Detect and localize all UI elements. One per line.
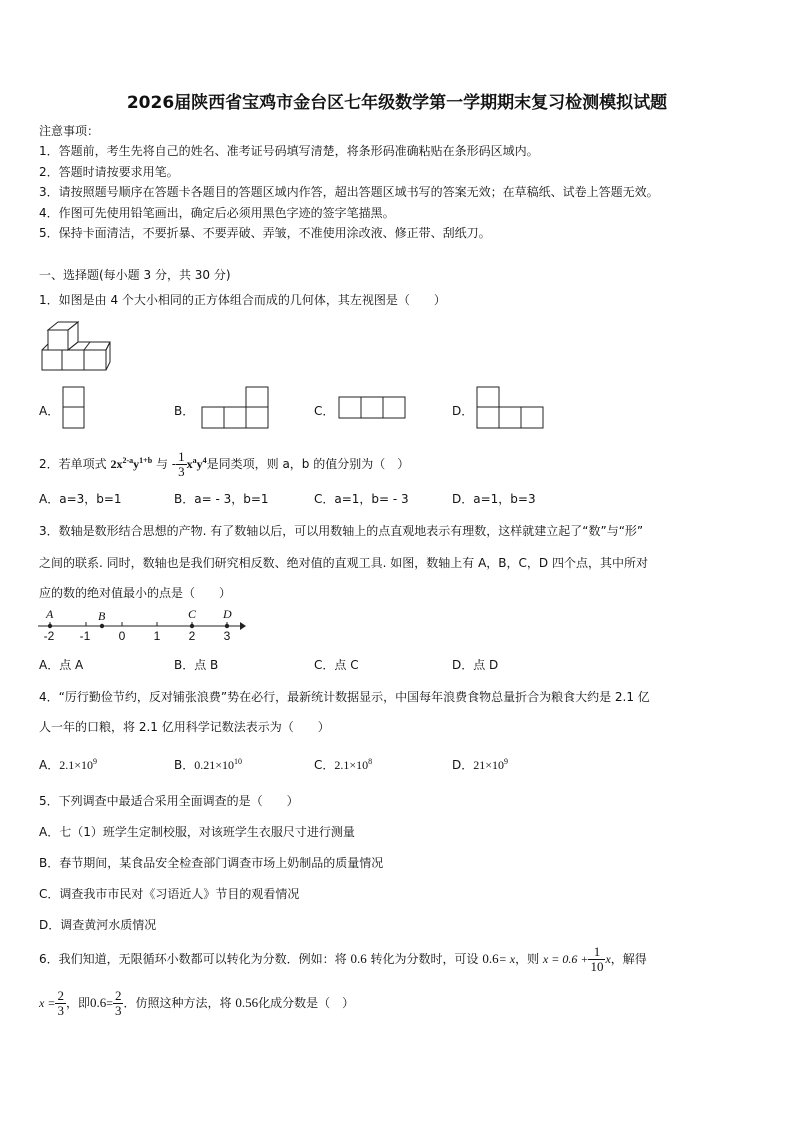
q2-stem — [39, 448, 409, 479]
point-b-label: B — [98, 609, 106, 623]
tick-label: -2 — [43, 629, 55, 643]
q2-tail: 是同类项，则 a，b 的值分别为（ ） — [206, 457, 410, 471]
q3-option-c: C．点 C — [314, 658, 359, 672]
tick-label: 0 — [118, 629, 126, 643]
page-title: 2026届陕西省宝鸡市金台区七年级数学第一学期期末复习检测模拟试题 — [126, 93, 668, 113]
q1-option-b-label: B． — [174, 404, 195, 418]
q5-option-d: D．调查黄河水质情况 — [39, 918, 157, 932]
point-c-label: C — [188, 607, 197, 621]
q3-option-a: A．点 A — [39, 658, 84, 672]
tick-label: 3 — [223, 629, 231, 643]
q6-repeating-decimal-1c: 0.6 — [89, 995, 107, 1010]
q3-option-b: B．点 B — [174, 658, 219, 672]
q4-option-d: D．$21\times 10^9$ — [452, 757, 509, 772]
q2-option-b: B．a= - 3，b=1 — [174, 492, 269, 506]
notice-item-1: 1．答题前，考生先将自己的姓名、准考证号码填写清楚，将条形码准确粘贴在条形码区域内。 — [39, 144, 539, 158]
q6-repeating-decimal-1: 0.6 — [350, 951, 367, 966]
notice-item-3: 3．请按照题号顺序在答题卡各题目的答题区域内作答，超出答题区域书写的答案无效；在草稿纸、试卷上答题无效。 — [39, 185, 659, 199]
q1-option-b-view — [201, 386, 271, 430]
q6-line-1: 6．我们知道，无限循环小数都可以转化为分数．例如：将 0.6 转化为分数时，可设 0.6= x，则 x = 0.6 + $\frac{1}{10}$ x，解得 — [39, 944, 647, 974]
point-d-label: D — [223, 607, 232, 621]
q5-option-c: C．调查我市市民对《习语近人》节目的观看情况 — [39, 887, 300, 901]
q6-fraction-2-3b: $\frac{2}{3}$ — [114, 988, 122, 1018]
q3-line-2: 之间的联系. 同时，数轴也是我们研究相反数、绝对值的直观工具. 如图，数轴上有 A，B，C，D 四个点，其中所对 — [39, 556, 648, 570]
q5-option-b: B．春节期间，某食品安全检查部门调查市场上奶制品的质量情况 — [39, 856, 384, 870]
q1-solid-figure — [40, 318, 112, 374]
point-a-dot — [48, 624, 52, 628]
q1-option-d-view — [476, 386, 546, 430]
q4-line-2: 人一年的口粮，将 2.1 亿用科学记数法表示为（ ） — [39, 720, 330, 734]
tick-label: 1 — [153, 629, 161, 643]
q2-term1: $2x^{2-a}y^{1+b}$ — [110, 456, 153, 471]
q5-option-a: A．七（1）班学生定制校服，对该班学生衣服尺寸进行测量 — [39, 825, 355, 839]
point-a-label: A — [46, 607, 54, 621]
q1-option-c-label: C． — [314, 404, 335, 418]
q1-option-a-label: A． — [39, 404, 60, 418]
q6-repeating-decimal-1b: 0.6 — [482, 951, 499, 966]
q1-option-a-view — [62, 386, 86, 430]
section-heading: 一、选择题(每小题 3 分，共 30 分) — [39, 268, 231, 282]
q6-line-2: x = $\frac{2}{3}$ ，即0.6= $\frac{2}{3}$ ．仿照这种方法，将 0.56化成分数是（ ） — [39, 988, 355, 1018]
q2-fraction: $\frac{1}{3}$ — [178, 449, 185, 479]
q2-option-c: C．a=1，b= - 3 — [314, 492, 409, 506]
q4-option-b: B．$0.21\times 10^{10}$ — [174, 757, 243, 772]
q1-option-d-label: D． — [452, 404, 474, 418]
point-b-dot — [100, 624, 104, 628]
q6-fraction-1-10: $\frac{1}{10}$ — [590, 944, 604, 974]
point-d-dot — [225, 624, 229, 628]
q3-option-d: D．点 D — [452, 658, 499, 672]
tick-label: -1 — [79, 629, 91, 643]
q3-line-3: 应的数的绝对值最小的点是（ ） — [39, 586, 232, 600]
q1-stem: 1．如图是由 4 个大小相同的正方体组合而成的几何体，其左视图是（ ） — [39, 293, 446, 307]
q3-number-line — [36, 606, 248, 644]
q4-option-c: C．$2.1\times 10^8$ — [314, 757, 373, 772]
notice-item-2: 2．答题时请按要求用笔。 — [39, 165, 179, 179]
q6-fraction-2-3: $\frac{2}{3}$ — [57, 988, 64, 1018]
q4-line-1: 4．“厉行勤俭节约，反对铺张浪费”势在必行，最新统计数据显示，中国每年浪费食物总量折合为粮食大约是 2.1 亿 — [39, 690, 650, 704]
q3-line-1: 3．数轴是数形结合思想的产物. 有了数轴以后，可以用数轴上的点直观地表示有理数，这样就建立起了“数”与“形” — [39, 524, 644, 538]
q6-repeating-decimal-2: 0.56 — [235, 995, 259, 1010]
notice-item-5: 5．保持卡面清洁，不要折暴、不要弄破、弄皱，不准使用涂改液、修正带、刮纸刀。 — [39, 226, 491, 240]
q5-stem: 5．下列调查中最适合采用全面调查的是（ ） — [39, 794, 299, 808]
tick-label: 2 — [188, 629, 196, 643]
q2-option-a: A．a=3，b=1 — [39, 492, 122, 506]
q2-mid: 与 - — [155, 457, 177, 471]
q2-option-d: D．a=1，b=3 — [452, 492, 536, 506]
notice-heading: 注意事项： — [39, 124, 100, 138]
point-c-dot — [190, 624, 194, 628]
notice-item-4: 4．作图可先使用铅笔画出，确定后必须用黑色字迹的签字笔描黑。 — [39, 206, 395, 220]
q1-option-c-view — [338, 396, 408, 420]
q2-term2: $x^ay^4$ — [186, 456, 207, 471]
q2-number: 2．若单项式 — [39, 457, 107, 471]
q4-option-a: A．$2.1\times 10^9$ — [39, 757, 97, 772]
